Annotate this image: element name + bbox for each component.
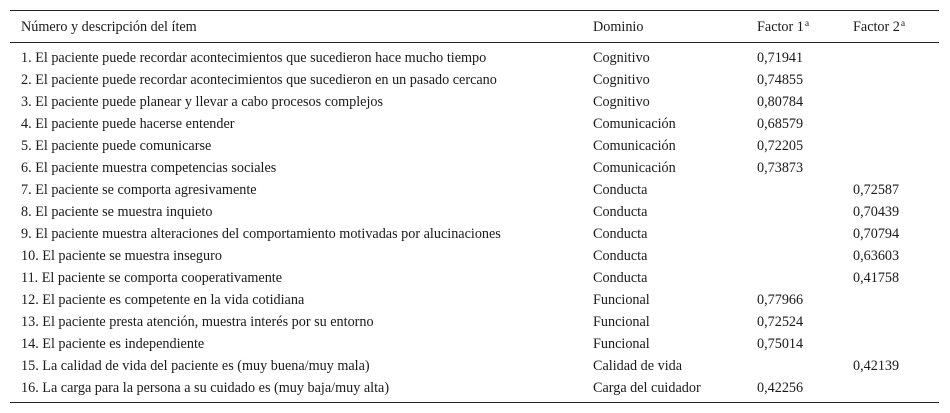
cell-domain: Conducta bbox=[593, 182, 648, 198]
cell-factor1 bbox=[746, 355, 842, 377]
header-factor2-label: Factor 2 bbox=[853, 18, 900, 35]
cell-factor2 bbox=[842, 43, 939, 70]
table-row bbox=[10, 113, 939, 135]
cell-factor2: 0,70794 bbox=[853, 226, 900, 242]
header-item bbox=[10, 11, 582, 43]
cell-item: 13. El paciente presta atención, muestra interés por su entorno bbox=[21, 314, 374, 330]
factor-loadings-table-container bbox=[10, 10, 939, 403]
cell-factor1 bbox=[746, 267, 842, 289]
table-row bbox=[10, 377, 939, 403]
cell-factor2 bbox=[842, 157, 939, 179]
cell-factor2 bbox=[842, 69, 939, 91]
cell-factor1: 0,75014 bbox=[757, 336, 804, 352]
cell-item: 14. El paciente es independiente bbox=[21, 336, 205, 352]
cell-factor1: 0,42256 bbox=[757, 380, 804, 396]
header-factor2-footnote-mark: a bbox=[900, 18, 906, 29]
cell-item: 11. El paciente se comporta cooperativamente bbox=[21, 270, 283, 286]
cell-domain: Conducta bbox=[593, 270, 648, 286]
cell-domain: Carga del cuidador bbox=[593, 380, 701, 396]
cell-factor1 bbox=[746, 179, 842, 201]
cell-factor2: 0,42139 bbox=[853, 358, 900, 374]
cell-domain: Conducta bbox=[593, 248, 648, 264]
cell-item: 8. El paciente se muestra inquieto bbox=[21, 204, 213, 220]
cell-factor1: 0,73873 bbox=[757, 160, 804, 176]
cell-item: 1. El paciente puede recordar acontecimientos que sucedieron hace mucho tiempo bbox=[21, 50, 487, 66]
factor-loadings-table bbox=[10, 10, 939, 403]
table-row bbox=[10, 333, 939, 355]
table-row bbox=[10, 157, 939, 179]
cell-factor1: 0,72524 bbox=[757, 314, 804, 330]
header-row bbox=[10, 11, 939, 43]
table-row bbox=[10, 201, 939, 223]
cell-factor2: 0,70439 bbox=[853, 204, 900, 220]
table-row bbox=[10, 179, 939, 201]
header-factor1-footnote-mark: a bbox=[804, 18, 810, 29]
cell-factor2 bbox=[842, 289, 939, 311]
cell-factor1: 0,71941 bbox=[757, 50, 804, 66]
table-row bbox=[10, 311, 939, 333]
cell-item: 3. El paciente puede planear y llevar a cabo procesos complejos bbox=[21, 94, 384, 110]
cell-factor2: 0,41758 bbox=[853, 270, 900, 286]
cell-item: 9. El paciente muestra alteraciones del comportamiento motivadas por alucinaciones bbox=[21, 226, 501, 242]
header-factor2 bbox=[842, 11, 939, 43]
cell-domain: Funcional bbox=[593, 336, 650, 352]
cell-factor1: 0,72205 bbox=[757, 138, 804, 154]
table-body bbox=[10, 43, 939, 403]
cell-item: 4. El paciente puede hacerse entender bbox=[21, 116, 235, 132]
cell-item: 7. El paciente se comporta agresivamente bbox=[21, 182, 257, 198]
header-domain-label: Dominio bbox=[593, 18, 644, 35]
cell-factor2: 0,63603 bbox=[853, 248, 900, 264]
header-domain bbox=[582, 11, 746, 43]
cell-factor1: 0,74855 bbox=[757, 72, 804, 88]
cell-item: 15. La calidad de vida del paciente es (muy buena/muy mala) bbox=[21, 358, 370, 374]
table-row bbox=[10, 267, 939, 289]
table-row bbox=[10, 289, 939, 311]
cell-domain: Funcional bbox=[593, 314, 650, 330]
cell-factor1: 0,80784 bbox=[757, 94, 804, 110]
cell-factor1: 0,68579 bbox=[757, 116, 804, 132]
cell-factor2 bbox=[842, 113, 939, 135]
table-header bbox=[10, 11, 939, 43]
cell-domain: Comunicación bbox=[593, 160, 676, 176]
table-row bbox=[10, 355, 939, 377]
table-row bbox=[10, 43, 939, 70]
cell-factor2 bbox=[842, 333, 939, 355]
table-row bbox=[10, 91, 939, 113]
header-item-label: Número y descripción del ítem bbox=[21, 18, 197, 35]
header-factor1-label: Factor 1 bbox=[757, 18, 804, 35]
cell-factor2 bbox=[842, 91, 939, 113]
cell-item: 12. El paciente es competente en la vida cotidiana bbox=[21, 292, 305, 308]
table-row bbox=[10, 135, 939, 157]
cell-factor2: 0,72587 bbox=[853, 182, 900, 198]
cell-item: 16. La carga para la persona a su cuidado es (muy baja/muy alta) bbox=[21, 380, 390, 396]
cell-domain: Comunicación bbox=[593, 138, 676, 154]
cell-item: 10. El paciente se muestra inseguro bbox=[21, 248, 222, 264]
cell-domain: Cognitivo bbox=[593, 94, 650, 110]
cell-item: 5. El paciente puede comunicarse bbox=[21, 138, 212, 154]
cell-domain: Conducta bbox=[593, 226, 648, 242]
cell-factor1 bbox=[746, 223, 842, 245]
cell-domain: Conducta bbox=[593, 204, 648, 220]
cell-factor1: 0,77966 bbox=[757, 292, 804, 308]
table-row bbox=[10, 245, 939, 267]
cell-item: 6. El paciente muestra competencias sociales bbox=[21, 160, 277, 176]
cell-domain: Cognitivo bbox=[593, 72, 650, 88]
cell-domain: Comunicación bbox=[593, 116, 676, 132]
cell-factor2 bbox=[842, 377, 939, 403]
cell-factor2 bbox=[842, 311, 939, 333]
cell-factor1 bbox=[746, 201, 842, 223]
cell-domain: Calidad de vida bbox=[593, 358, 683, 374]
table-row bbox=[10, 223, 939, 245]
cell-item: 2. El paciente puede recordar acontecimientos que sucedieron en un pasado cercano bbox=[21, 72, 497, 88]
cell-factor1 bbox=[746, 245, 842, 267]
cell-factor2 bbox=[842, 135, 939, 157]
table-row bbox=[10, 69, 939, 91]
header-factor1 bbox=[746, 11, 842, 43]
cell-domain: Cognitivo bbox=[593, 50, 650, 66]
cell-domain: Funcional bbox=[593, 292, 650, 308]
